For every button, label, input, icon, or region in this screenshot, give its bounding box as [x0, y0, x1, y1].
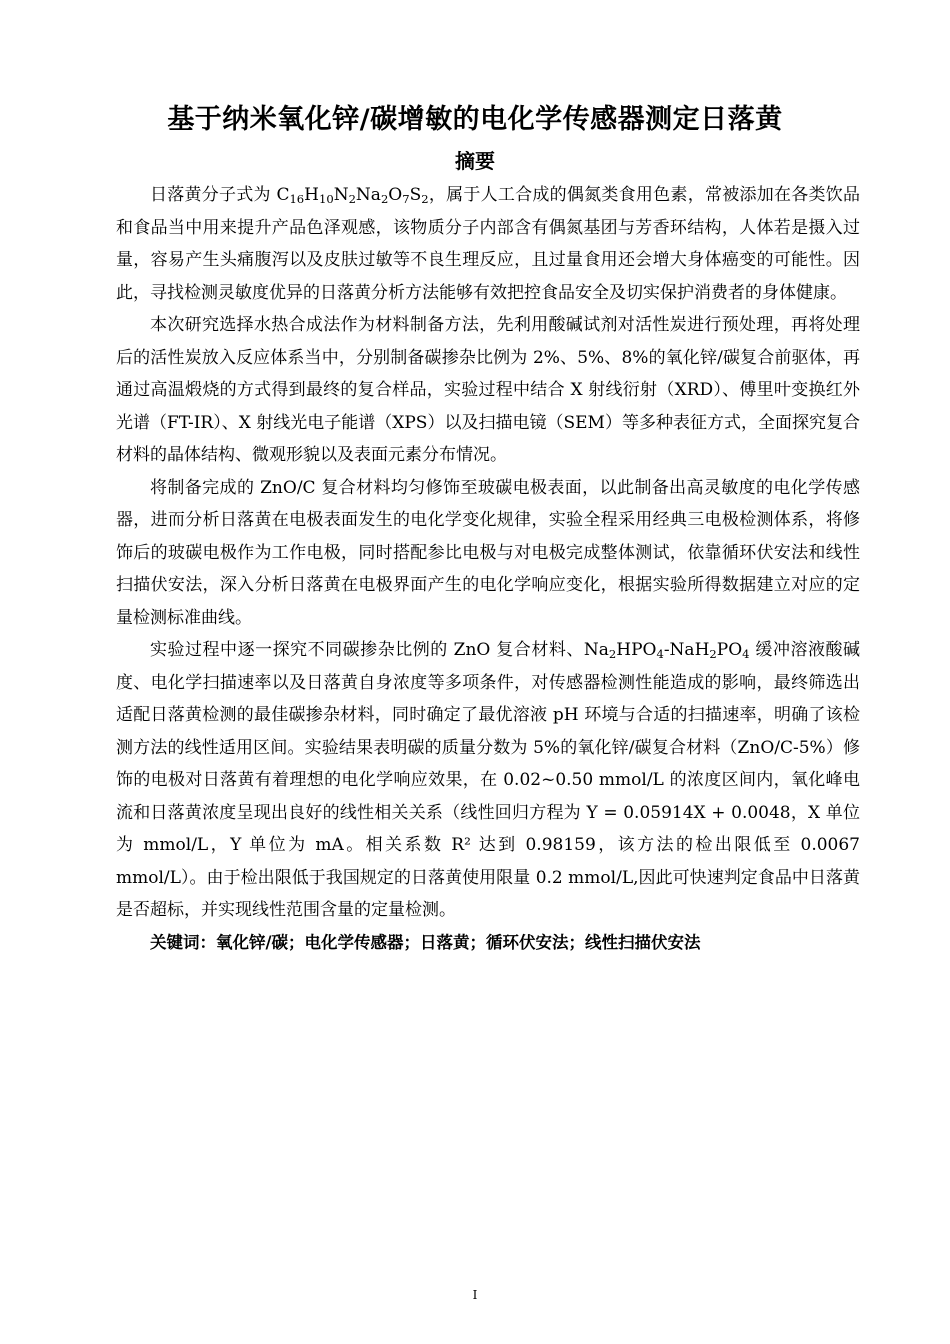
subscript-text: 16	[289, 191, 305, 206]
subscript-text: 2	[709, 646, 717, 661]
keywords-line: 关键词：氧化锌/碳；电化学传感器；日落黄；循环伏安法；线性扫描伏安法	[150, 932, 701, 952]
subscript-text: 2	[380, 191, 389, 206]
abstract-paragraph: 实验过程中逐一探究不同碳掺杂比例的 ZnO 复合材料、$Na_2HPO_4-NaH_2PO_4$ 缓冲溶液酸碱度、电化学扫描速率以及日落黄自身浓度等多项条件，对传感器检测性能造成的影响，最终筛选出适配日落黄检测的最佳碳掺杂材料，同时确定了最优溶液 pH 环境与合适的扫描速率，明确了该检测方法的线性适用区间。实验结果表明碳的质量分数为 5%的氧化锌/碳复合材料（ZnO/C-5%）修饰的电极对日落黄有着理想的电化学响应效果，在 0.02~0.50 mmol/L 的浓度区间内，氧化峰电流和日落黄浓度呈现出良好的线性相关关系（线性回归方程为 Y = 0.05914X + 0.0048，X 单位为 mmol/L，Y 单位为 mA。相关系数 R² 达到 0.98159，该方法的检出限低至 0.0067 mmol/L）。由于检出限低于我国规定的日落黄使用限量 0.2 mmol/L,因此可快速判定食品中日落黄是否超标，并实现线性范围含量的定量检测。	[116, 640, 861, 920]
subscript-text: 4	[742, 646, 750, 661]
abstract-heading: 摘要	[455, 149, 495, 173]
page-number: I	[472, 1288, 478, 1302]
abstract-body	[116, 179, 860, 959]
abstract-paragraph: 将制备完成的 ZnO/C 复合材料均匀修饰至玻碳电极表面，以此制备出高灵敏度的电化学传感器，进而分析日落黄在电极表面发生的电化学变化规律，实验全程采用经典三电极检测体系，将修饰后的玻碳电极作为工作电极，同时搭配参比电极与对电极完成整体测试，依靠循环伏安法和线性扫描伏安法，深入分析日落黄在电极界面产生的电化学响应变化，根据实验所得数据建立对应的定量检测标准曲线。	[116, 477, 860, 628]
subscript-text: 4	[656, 646, 664, 661]
subscript-text: 10	[318, 191, 334, 206]
subscript-text: 2	[608, 646, 617, 661]
subscript-text: 2	[421, 191, 429, 206]
subscript-text: 2	[348, 191, 356, 206]
subscript-text: 7	[402, 191, 410, 206]
abstract-paragraph: 本次研究选择水热合成法作为材料制备方法，先利用酸碱试剂对活性炭进行预处理，再将处理后的活性炭放入反应体系当中，分别制备碳掺杂比例为 2%、5%、8%的氧化锌/碳复合前驱体，再通过高温煅烧的方式得到最终的复合样品，实验过程中结合 X 射线衍射（XRD）、傅里叶变换红外光谱（FT-IR）、X 射线光电子能谱（XPS）以及扫描电镜（SEM）等多种表征方式，全面探究复合材料的晶体结构、微观形貌以及表面元素分布情况。	[116, 315, 860, 465]
abstract-paragraph: 日落黄分子式为 $C_{16}H_{10}N_2Na_2O_7S_2$，属于人工合成的偶氮类食用色素，常被添加在各类饮品和食品当中用来提升产品色泽观感，该物质分子内部含有偶氮基团与芳香环结构，人体若是摄入过量，容易产生头痛腹泻以及皮肤过敏等不良生理反应，且过量食用还会增大身体癌变的可能性。因此，寻找检测灵敏度优异的日落黄分析方法能够有效把控食品安全及切实保护消费者的身体健康。	[116, 185, 860, 303]
paper-title: 基于纳米氧化锌/碳增敏的电化学传感器测定日落黄	[167, 104, 783, 135]
